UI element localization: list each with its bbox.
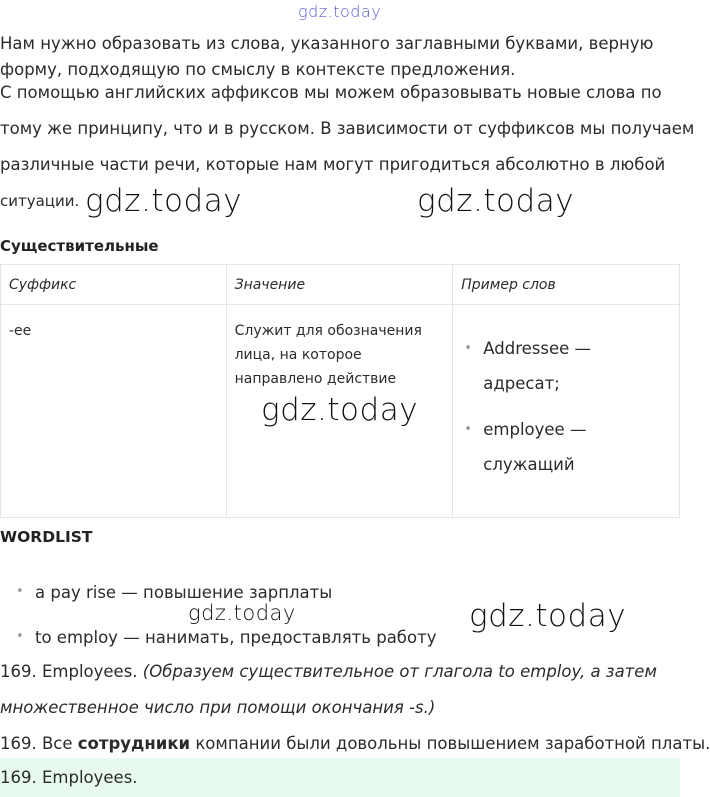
answer-text: 169. Employees. xyxy=(0,768,138,787)
table-header: Значение xyxy=(226,265,453,305)
watermark: gdz.today xyxy=(261,392,419,428)
example-translation: служащий xyxy=(483,455,575,474)
watermark: gdz.today xyxy=(469,598,627,634)
wordlist-heading: WORDLIST xyxy=(0,528,93,546)
table-header: Пример слов xyxy=(453,265,680,305)
example-translation: адресат; xyxy=(483,374,560,393)
watermark: gdz.today xyxy=(417,183,575,219)
nouns-heading: Существительные xyxy=(0,237,159,255)
list-item: • a pay rise — повышение зарплаты xyxy=(35,583,332,602)
intro-line-2-cropped: форму, подходящую по смыслу в контексте предложения. xyxy=(0,60,516,79)
example-word: • employee — xyxy=(483,420,587,439)
intro-line-1: Нам нужно образовать из слова, указанного заглавными буквами, верную xyxy=(0,34,654,53)
list-item: • to employ — нанимать, предоставлять работу xyxy=(35,628,436,647)
intro-para-line-3: различные части речи, которые нам могут пригодиться абсолютно в любой xyxy=(0,155,666,174)
intro-para-line-1: С помощью английских аффиксов мы можем образовывать новые слова по xyxy=(0,83,662,102)
explanation-prefix: 169. Employees. xyxy=(0,662,143,681)
list-item xyxy=(483,331,671,401)
suffix-table xyxy=(0,264,680,518)
list-item xyxy=(483,412,671,482)
intro-para-line-2: тому же принципу, что и в русском. В зависимости от суффиксов мы получаем xyxy=(0,119,695,138)
example-word: • Addressee — xyxy=(483,339,592,358)
highlighted-word: сотрудники xyxy=(77,734,191,753)
watermark: gdz.today xyxy=(85,183,243,219)
translated-sentence: 169. Все сотрудники компании были довольны повышением заработной платы. xyxy=(0,734,710,753)
explanation-line-2: множественное число при помощи окончания -s.) xyxy=(0,698,436,717)
examples-cell xyxy=(453,305,680,518)
explanation-line-1 xyxy=(0,662,657,682)
table-header: Суффикс xyxy=(1,265,227,305)
table-header-row xyxy=(1,265,680,305)
suffix-cell: -ee xyxy=(1,305,227,518)
intro-para-line-4: ситуации. xyxy=(0,192,80,210)
examples-list xyxy=(461,331,671,482)
meaning-line: направлено действие xyxy=(234,371,397,387)
explanation-italic: (Образуем существительное от глагола to employ, а затем xyxy=(142,662,657,681)
watermark-top: gdz.today xyxy=(298,2,382,21)
meaning-line: лица, на которое xyxy=(234,347,362,363)
meaning-line: Служит для обозначения xyxy=(234,323,422,339)
answer-box xyxy=(0,758,680,797)
watermark: gdz.today xyxy=(188,601,296,625)
